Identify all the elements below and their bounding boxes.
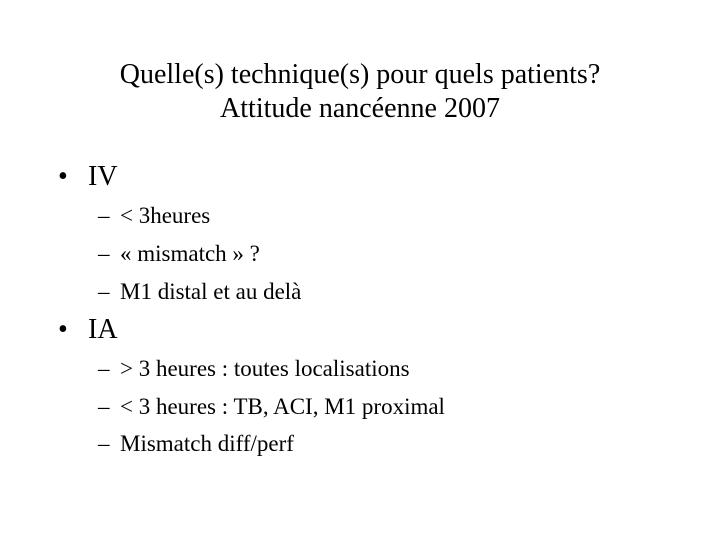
sub-bullet-text: > 3 heures : toutes localisations bbox=[120, 356, 410, 381]
sub-bullet-dash: – bbox=[98, 241, 110, 266]
sub-bullet-dash: – bbox=[98, 279, 110, 304]
sub-bullet bbox=[98, 278, 301, 306]
sub-bullet-dash: – bbox=[98, 356, 110, 381]
slide-title bbox=[0, 58, 720, 126]
bullet-iv bbox=[58, 160, 118, 194]
sub-bullet-dash: – bbox=[98, 203, 110, 228]
bullet-dot: • bbox=[58, 161, 68, 192]
bullet-label: IA bbox=[88, 314, 118, 345]
bullet-dot: • bbox=[58, 314, 68, 345]
sub-bullet-text: < 3 heures : TB, ACI, M1 proximal bbox=[120, 394, 445, 419]
sub-bullet-dash: – bbox=[98, 431, 110, 456]
sub-bullet-text: M1 distal et au delà bbox=[120, 279, 302, 304]
sub-bullet-text: < 3heures bbox=[120, 203, 211, 228]
sub-bullet bbox=[98, 393, 445, 421]
sub-bullet-text: Mismatch diff/perf bbox=[120, 431, 294, 456]
title-line-2: Attitude nancéenne 2007 bbox=[220, 93, 500, 124]
sub-bullet-dash: – bbox=[98, 394, 110, 419]
bullet-ia bbox=[58, 313, 118, 347]
sub-bullet-text: « mismatch » ? bbox=[120, 241, 260, 266]
bullet-label: IV bbox=[88, 161, 118, 192]
sub-bullet bbox=[98, 430, 294, 458]
title-line-1: Quelle(s) technique(s) pour quels patients? bbox=[119, 59, 601, 90]
sub-bullet bbox=[98, 202, 210, 230]
sub-bullet bbox=[98, 355, 410, 383]
sub-bullet bbox=[98, 240, 260, 268]
